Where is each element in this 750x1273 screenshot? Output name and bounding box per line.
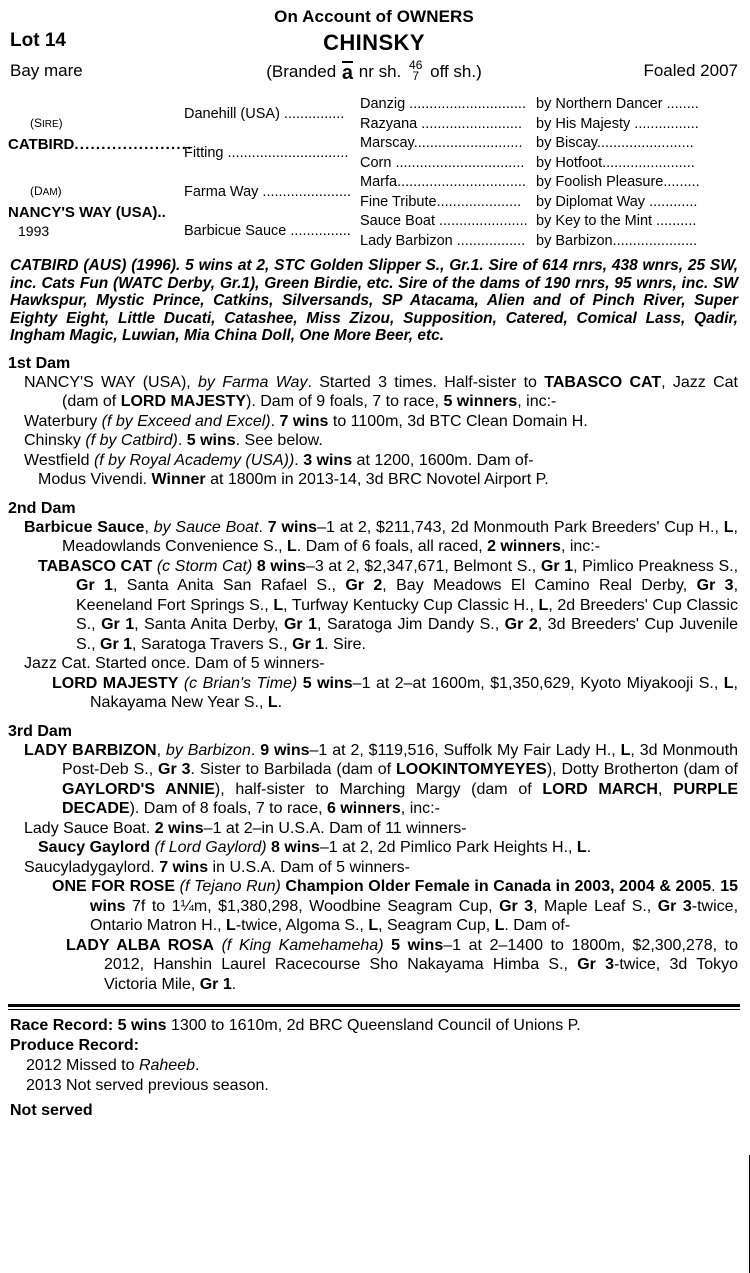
gg-sire-cell: by Key to the Mint .......... [536,213,697,229]
sire-summary-paragraph: CATBIRD (AUS) (1996). 5 wins at 2, STC Golden Slipper S., Gr.1. Sire of 614 rnrs, 438 wnrs, 25 SW, inc. Cats Fun (WATC Derby, Gr.1), Green Birdie, etc. Sire of the dams of 190 rnrs, 95 wnrs, inc. SW Hawkspur, Mystic Prince, Catkins, Silversands, SP Atacama, Alien and of Pinch River, Super Eighty Eight, Little Ducati, Catashee, Miss Zizou, Supposition, Catered, Comical Lass, Qadir, Ingham Magic, Luwian, Mia China Doll, One More Beer, etc. [10,257,738,344]
great-grandparent-cell: Marscay........................... [360,135,523,151]
grandparent-cell: Fitting .............................. [184,144,349,161]
description-row [8,59,740,89]
pedigree-note: TABASCO CAT (c Storm Cat) 8 wins–3 at 2, $2,347,671, Belmont S., Gr 1, Pimlico Preakness S., Gr 1, Santa Anita San Rafael S., Gr 2, Bay Meadows El Camino Real Derby, Gr 3, Keeneland Fort Springs S., L, Turfway Kentucky Cup Classic H., L, 2d Breeders' Cup Classic S., Gr 1, Santa Anita Derby, Gr 1, Saratoga Jim Dandy S., Gr 2, 3d Breeders' Cup Juvenile S., Gr 1, Saratoga Travers S., Gr 1. Sire. [38,557,739,653]
pedigree-note: Lady Sauce Boat. 2 wins–1 at 2–in U.S.A. Dam of 11 winners- [24,819,467,837]
pedigree-col-parents [8,95,193,251]
great-grandparent-cell: Sauce Boat ...................... [360,213,528,229]
sex-and-colour: Bay mare [10,61,83,80]
pedigree-col-grandparents [184,95,356,251]
brand-description [8,59,740,82]
pedigree-col-gg-sires [536,95,740,251]
great-grandparent-cell: Danzig ............................. [360,96,526,112]
dam-year: 1993 [18,223,50,240]
brand-number-bottom: 7 [412,69,420,83]
sire-block [8,95,193,173]
pedigree-note: NANCY'S WAY (USA), by Farma Way. Started 3 times. Half-sister to TABASCO CAT, Jazz Cat (dam of LORD MAJESTY). Dam of 9 foals, 7 to race, 5 winners, inc:- [24,373,739,410]
great-grandparent-cell: Corn ................................ [360,154,525,171]
great-grandparent-cell: Fine Tribute..................... [360,193,522,210]
pedigree-note: Waterbury (f by Exceed and Excel). 7 wins to 1100m, 3d BTC Clean Domain H. [24,412,588,430]
great-grandparent-cell: Razyana ......................... [360,115,522,132]
pedigree-note: Westfield (f by Royal Academy (USA)). 3 wins at 1200, 1600m. Dam of- [24,451,534,469]
brand-off-side: off sh.) [430,62,482,81]
grandparent-cell: Farma Way ...................... [184,183,352,200]
grandparent-cell: Barbicue Sauce ............... [184,222,351,239]
gg-sire-cell: by Biscay........................ [536,135,694,151]
pedigree-note: Modus Vivendi. Winner at 1800m in 2013-14, 3d BRC Novotel Airport P. [38,471,549,488]
gg-sire-cell: by Northern Dancer ........ [536,96,699,112]
pedigree-note: Chinsky (f by Catbird). 5 wins. See below. [24,432,323,449]
brand-near-side: nr sh. [358,62,402,81]
produce-record-entry: 2013 Not served previous season. [26,1077,269,1094]
brand-number-fraction [409,60,422,82]
gg-sire-cell: by Hotfoot....................... [536,154,695,171]
pedigree-note: Saucy Gaylord (f Lord Gaylord) 8 wins–1 at 2, 2d Pimlico Park Heights H., L. [38,839,592,856]
lot-row [8,30,740,57]
dam-label: (DAM) [30,184,62,199]
lot-number: Lot 14 [10,30,66,51]
grandparent-cell: Danehill (USA) ............... [184,105,345,122]
sire-label: (SIRE) [30,116,63,130]
dam-sections [8,355,740,995]
pedigree-note: Barbicue Sauce, by Sauce Boat. 7 wins–1 at 2, $211,743, 2d Monmouth Park Breeders' Cup H., L, Meadowlands Convenience S., L. Dam of 6 foals, all raced, 2 winners, inc:- [24,518,738,555]
brand-symbol-icon: a [341,62,354,84]
pedigree-note: ONE FOR ROSE (f Tejano Run) Champion Older Female in Canada in 2003, 2004 & 2005. 15 wins 7f to 1¼m, $1,380,298, Woodbine Seagram Cup, Gr 3, Maple Leaf S., Gr 3-twice, Ontario Matron H., L-twice, Algoma S., L, Seagram Cup, L. Dam of- [52,878,739,934]
great-grandparent-cell: Lady Barbizon ................. [360,232,526,249]
pedigree-note: Saucyladygaylord. 7 wins in U.S.A. Dam of 5 winners- [24,858,410,876]
page-title: CHINSKY [323,30,425,55]
footer-divider [8,1004,740,1010]
pedigree-note: Jazz Cat. Started once. Dam of 5 winners- [24,655,325,672]
pedigree-note: LADY BARBIZON, by Barbizon. 9 wins–1 at 2, $119,516, Suffolk My Fair Lady H., L, 3d Monmouth Post-Deb S., Gr 3. Sister to Barbilada (dam of LOOKINTOMYEYES), Dotty Brotherton (dam of GAYLORD'S ANNIE), half-sister to Marching Margy (dam of LORD MARCH, PURPLE DECADE). Dam of 8 foals, 7 to race, 6 winners, inc:- [24,741,739,817]
brand-prefix: (Branded [266,62,337,81]
foaled-year: Foaled 2007 [643,61,738,80]
sire-name: CATBIRD...................... [8,135,193,153]
pedigree-note: LADY ALBA ROSA (f King Kamehameha) 5 wins–1 at 2–1400 to 1800m, $2,300,278, to 2012, Hanshin Laurel Racecourse Sho Nakayama Himba S., Gr 3-twice, 3d Tokyo Victoria Mile, Gr 1. [66,936,739,993]
gg-sire-cell: by Barbizon..................... [536,232,698,249]
gg-sire-cell: by Foolish Pleasure......... [536,174,700,190]
dam-heading: 2nd Dam [8,499,76,517]
great-grandparent-cell: Marfa................................ [360,174,526,190]
dam-heading: 1st Dam [8,354,71,372]
pedigree-table [8,95,740,251]
produce-record-entry: 2012 Missed to Raheeb. [26,1057,200,1074]
account-line: On Account of OWNERS [274,7,474,26]
service-status: Not served [10,1102,93,1119]
race-record: Race Record: 5 wins 1300 to 1610m, 2d BRC Queensland Council of Unions P. [10,1017,581,1034]
gg-sire-cell: by Diplomat Way ............ [536,193,698,210]
produce-record-heading: Produce Record: [10,1037,139,1054]
produce-record-entries [8,1056,740,1096]
dam-name: NANCY'S WAY (USA).. [8,203,166,221]
pedigree-note: LORD MAJESTY (c Brian's Time) 5 wins–1 at 2–at 1600m, $1,350,629, Kyoto Miyakooji S., L, Nakayama New Year S., L. [52,674,738,711]
dam-heading: 3rd Dam [8,722,73,740]
gg-sire-cell: by His Majesty ................ [536,115,699,132]
pedigree-col-great-grandparents [360,95,532,251]
brand-number-top: 46 [409,58,423,72]
dam-block [8,173,180,251]
